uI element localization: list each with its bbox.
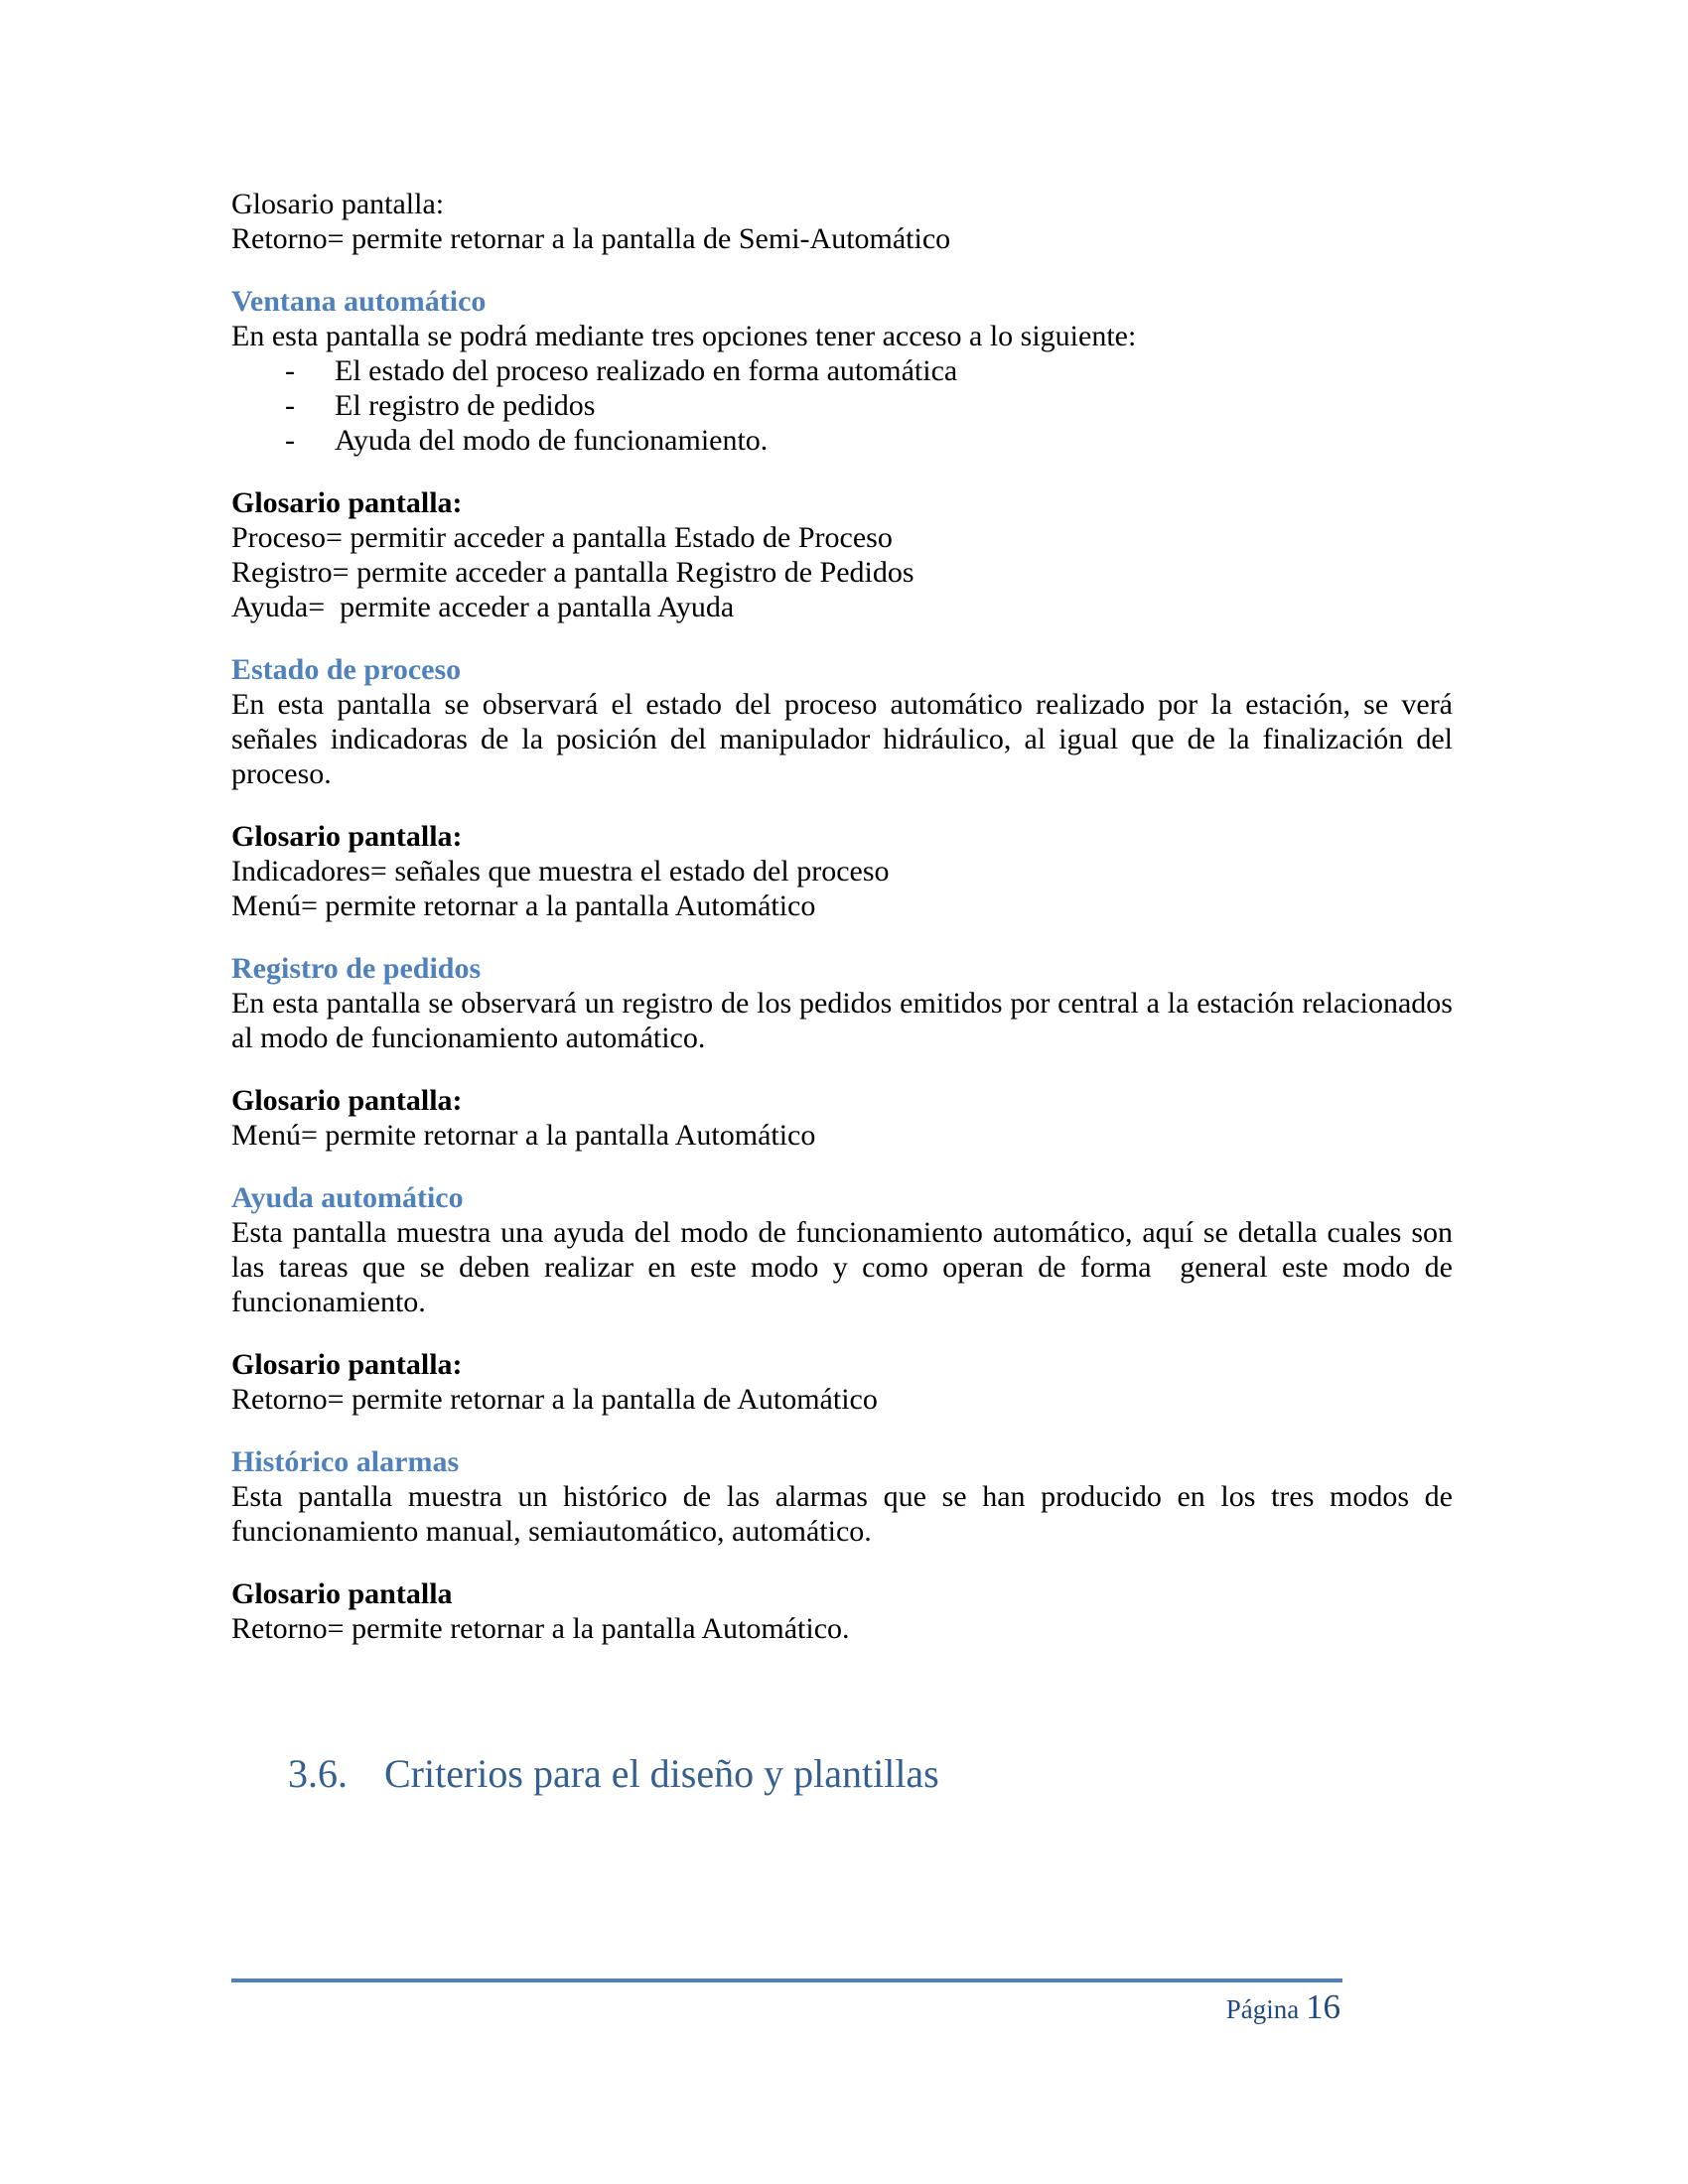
section-estado-de-proceso: [231, 652, 1461, 923]
glossary-entry: Indicadores= señales que muestra el estado del proceso: [231, 855, 890, 887]
subheading-estado-de-proceso: Estado de proceso: [231, 653, 462, 686]
bullet-item: [231, 423, 1453, 458]
section-body: [231, 284, 1453, 624]
subheading-ventana-automatico: Ventana automático: [231, 285, 487, 318]
section-historico-alarmas: [231, 1444, 1461, 1646]
chapter-heading: [288, 1750, 1453, 1798]
section-body: [231, 652, 1461, 923]
bullet-item-text: El registro de pedidos: [335, 389, 596, 422]
glossary-block: [231, 1347, 1453, 1417]
bullet-list: [231, 353, 1453, 458]
section-paragraph: En esta pantalla se podrá mediante tres opciones tener acceso a lo siguiente:: [231, 320, 1137, 352]
subheading-registro-de-pedidos: Registro de pedidos: [231, 952, 482, 985]
bullet-item: [231, 388, 1453, 423]
footer-page-label: Página: [1225, 1994, 1300, 2024]
intro-glossary-title: Glosario pantalla:: [231, 188, 445, 220]
chapter-heading-number: 3.6.: [288, 1751, 348, 1796]
glossary-entry: Registro= permite acceder a pantalla Registro de Pedidos: [231, 556, 914, 589]
footer-page-indicator: [1226, 1987, 1340, 2029]
glossary-entry: Proceso= permitir acceder a pantalla Estado de Proceso: [231, 521, 893, 554]
dash-bullet-marker: -: [285, 389, 295, 422]
subheading-ayuda-automatico: Ayuda automático: [231, 1181, 464, 1214]
footer-page-number: 16: [1306, 1987, 1340, 2026]
glossary-block: [231, 1083, 1453, 1153]
glossary-title: Glosario pantalla: [231, 1577, 453, 1610]
bullet-item-text: Ayuda del modo de funcionamiento.: [335, 424, 769, 457]
glossary-title: Glosario pantalla:: [231, 486, 463, 519]
intro-glossary: [231, 187, 1453, 256]
glossary-block: [231, 819, 1453, 923]
section-ayuda-automatico: [231, 1180, 1461, 1417]
section-paragraph: Esta pantalla muestra un histórico de las alarmas que se han producido en los tres modos de funcionamiento manual, semiautomático, automático.: [231, 1480, 1461, 1548]
document-content: [231, 187, 1461, 1798]
glossary-entry: Menú= permite retornar a la pantalla Automático: [231, 889, 816, 922]
glossary-title: Glosario pantalla:: [231, 1348, 463, 1381]
glossary-entry: Retorno= permite retornar a la pantalla de Automático: [231, 1383, 878, 1416]
glossary-block: [231, 1576, 1453, 1646]
bullet-item: [231, 353, 1453, 388]
glossary-title: Glosario pantalla:: [231, 820, 463, 853]
footer-divider: [231, 1979, 1342, 1982]
chapter-heading-label: Criterios para el diseño y plantillas: [384, 1751, 939, 1796]
dash-bullet-marker: -: [285, 424, 295, 457]
glossary-block: [231, 485, 1453, 624]
section-body: [231, 1444, 1461, 1646]
intro-glossary-line: Retorno= permite retornar a la pantalla de Semi-Automático: [231, 222, 951, 255]
bullet-item-text: El estado del proceso realizado en forma automática: [335, 354, 958, 387]
section-body: [231, 1180, 1461, 1417]
section-registro-de-pedidos: [231, 951, 1461, 1153]
dash-bullet-marker: -: [285, 354, 295, 387]
glossary-entry: Ayuda= permite acceder a pantalla Ayuda: [231, 591, 735, 623]
glossary-title: Glosario pantalla:: [231, 1084, 463, 1117]
section-paragraph: Esta pantalla muestra una ayuda del modo de funcionamiento automático, aquí se detalla cuales son las tareas que se deben realizar en este modo y como operan de forma general este modo de funcionamiento.: [231, 1216, 1461, 1318]
section-ventana-automatico: [231, 284, 1453, 624]
glossary-entry: Menú= permite retornar a la pantalla Automático: [231, 1119, 816, 1152]
section-paragraph: En esta pantalla se observará el estado del proceso automático realizado por la estación, se verá señales indicadoras de la posición del manipulador hidráulico, al igual que de la finalización del proceso.: [231, 688, 1461, 790]
section-body: [231, 951, 1461, 1153]
glossary-entry: Retorno= permite retornar a la pantalla Automático.: [231, 1612, 850, 1645]
subheading-historico-alarmas: Histórico alarmas: [231, 1445, 460, 1478]
section-paragraph: En esta pantalla se observará un registro de los pedidos emitidos por central a la estación relacionados al modo de funcionamiento automático.: [231, 987, 1461, 1054]
